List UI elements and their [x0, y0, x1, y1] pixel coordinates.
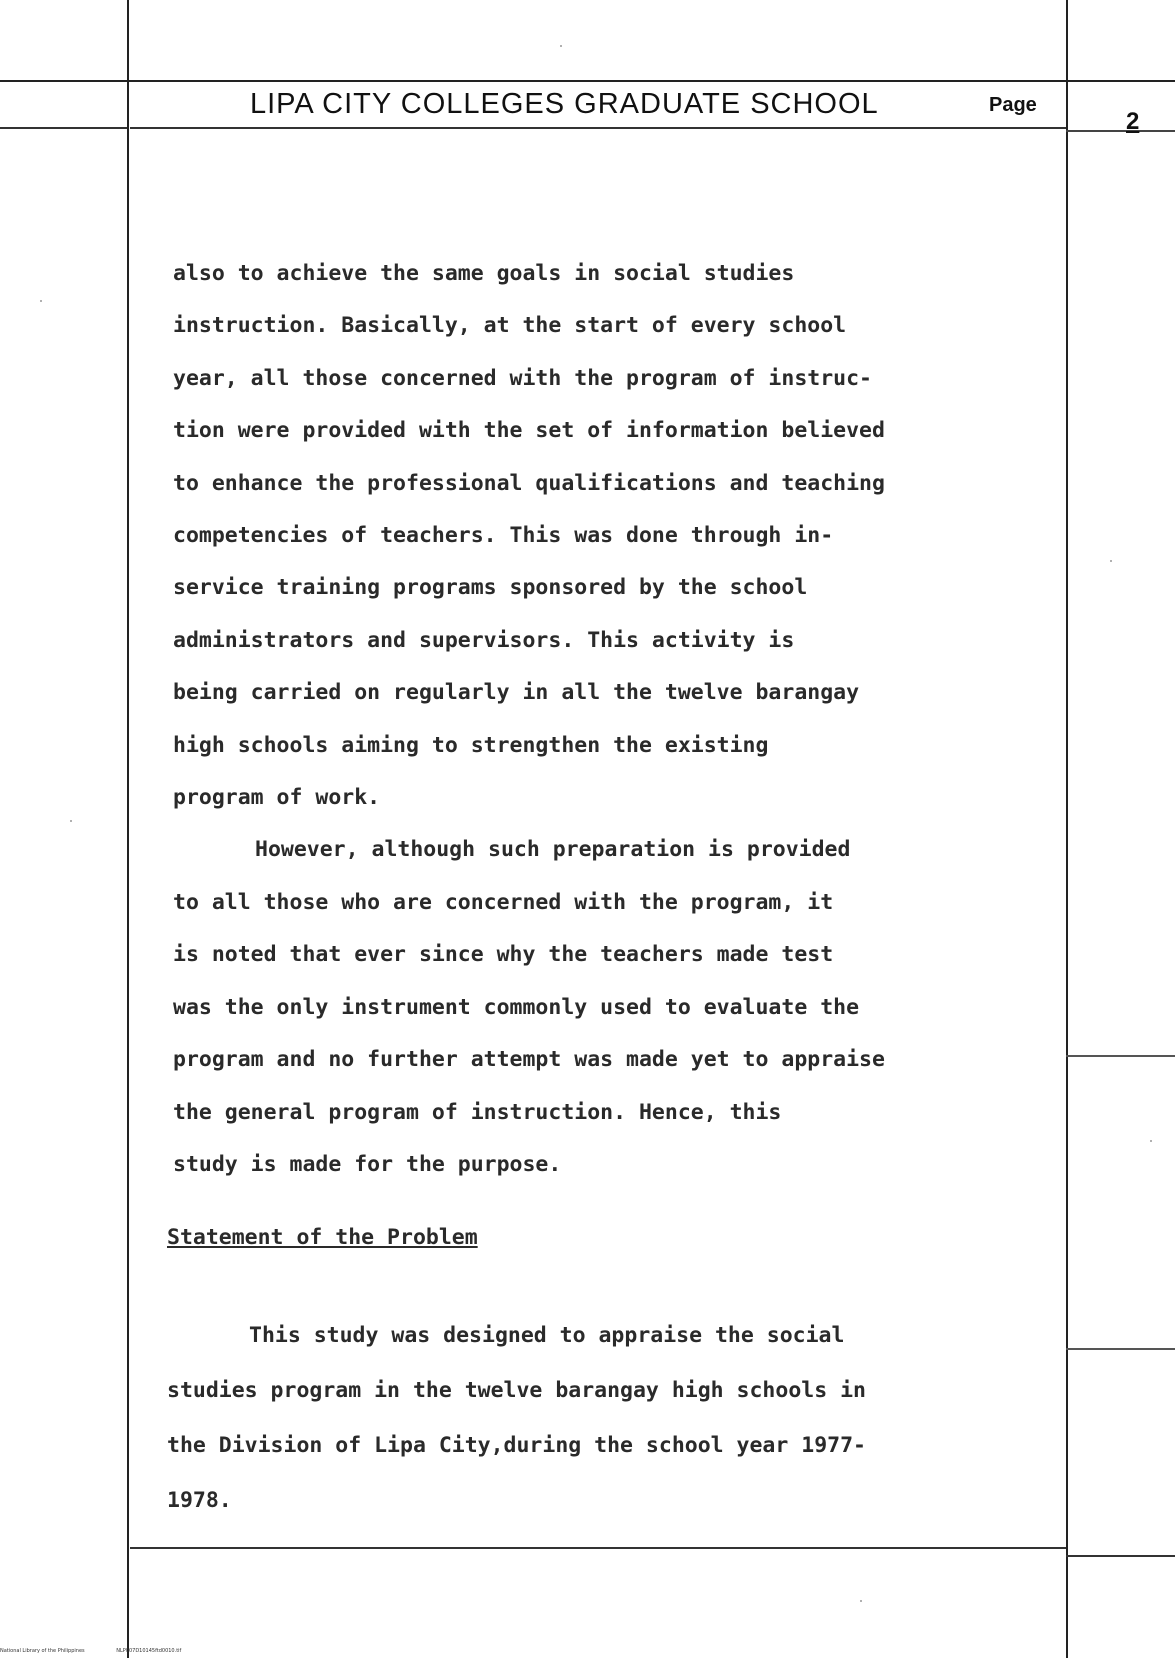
right-edge-rule-3 — [1066, 1348, 1175, 1350]
text-line: 1978. — [167, 1488, 232, 1513]
text-line: year, all those concerned with the program of instruc- — [173, 365, 872, 391]
text-line: competencies of teachers. This was done through in- — [173, 523, 834, 549]
page-label: Page — [989, 94, 1037, 116]
right-edge-rule-2 — [1066, 1055, 1175, 1057]
text-line: program and no further attempt was made yet to appraise — [173, 1047, 885, 1073]
right-margin-rule — [1066, 0, 1068, 1658]
left-stub-rule — [0, 127, 127, 129]
text-line: is noted that ever since why the teachers made test — [173, 942, 834, 968]
bottom-rule — [130, 1547, 1066, 1549]
file-name: NLP007D10145ftd0010.tif — [116, 1648, 182, 1654]
header-underline-rule — [130, 127, 1066, 129]
scan-speck — [1110, 560, 1112, 562]
scan-speck — [40, 300, 42, 302]
text-line: study is made for the purpose. — [173, 1151, 562, 1177]
text-line: service training programs sponsored by the school — [173, 575, 808, 601]
text-line: instruction. Basically, at the start of every school — [173, 313, 847, 339]
library-label: National Library of the Philippines — [0, 1648, 85, 1654]
scan-speck — [1150, 1140, 1152, 1142]
text-line: was the only instrument commonly used to evaluate the — [173, 994, 860, 1020]
text-line: studies program in the twelve barangay high schools in — [167, 1378, 866, 1403]
text-line: high schools aiming to strengthen the existing — [173, 732, 769, 758]
problem-statement — [167, 1308, 1057, 1528]
text-line: to all those who are concerned with the program, it — [173, 889, 834, 915]
text-line: the general program of instruction. Hence, this — [173, 1099, 782, 1125]
page-header-title: LIPA CITY COLLEGES GRADUATE SCHOOL — [250, 88, 879, 120]
scan-footer — [0, 1648, 211, 1654]
scan-speck — [70, 820, 72, 822]
text-line: to enhance the professional qualifications and teaching — [173, 470, 885, 496]
body-text — [173, 248, 1063, 1191]
text-line: being carried on regularly in all the twelve barangay — [173, 680, 860, 706]
top-rule — [0, 80, 1175, 82]
text-line: also to achieve the same goals in social studies — [173, 261, 795, 286]
scan-speck — [860, 1600, 862, 1602]
scan-speck — [560, 45, 562, 47]
bottom-right-rule — [1066, 1555, 1175, 1557]
text-line: administrators and supervisors. This activity is — [173, 627, 795, 653]
page-number: 2 — [1126, 108, 1140, 135]
text-line: This study was designed to appraise the social — [249, 1323, 845, 1348]
text-line: program of work. — [173, 785, 381, 811]
text-line: tion were provided with the set of information believed — [173, 418, 885, 444]
text-line: However, although such preparation is provided — [255, 837, 851, 863]
section-heading: Statement of the Problem — [167, 1225, 478, 1250]
left-margin-rule — [127, 0, 129, 1658]
right-edge-rule-1 — [1066, 130, 1175, 132]
text-line: the Division of Lipa City,during the school year 1977- — [167, 1433, 866, 1458]
